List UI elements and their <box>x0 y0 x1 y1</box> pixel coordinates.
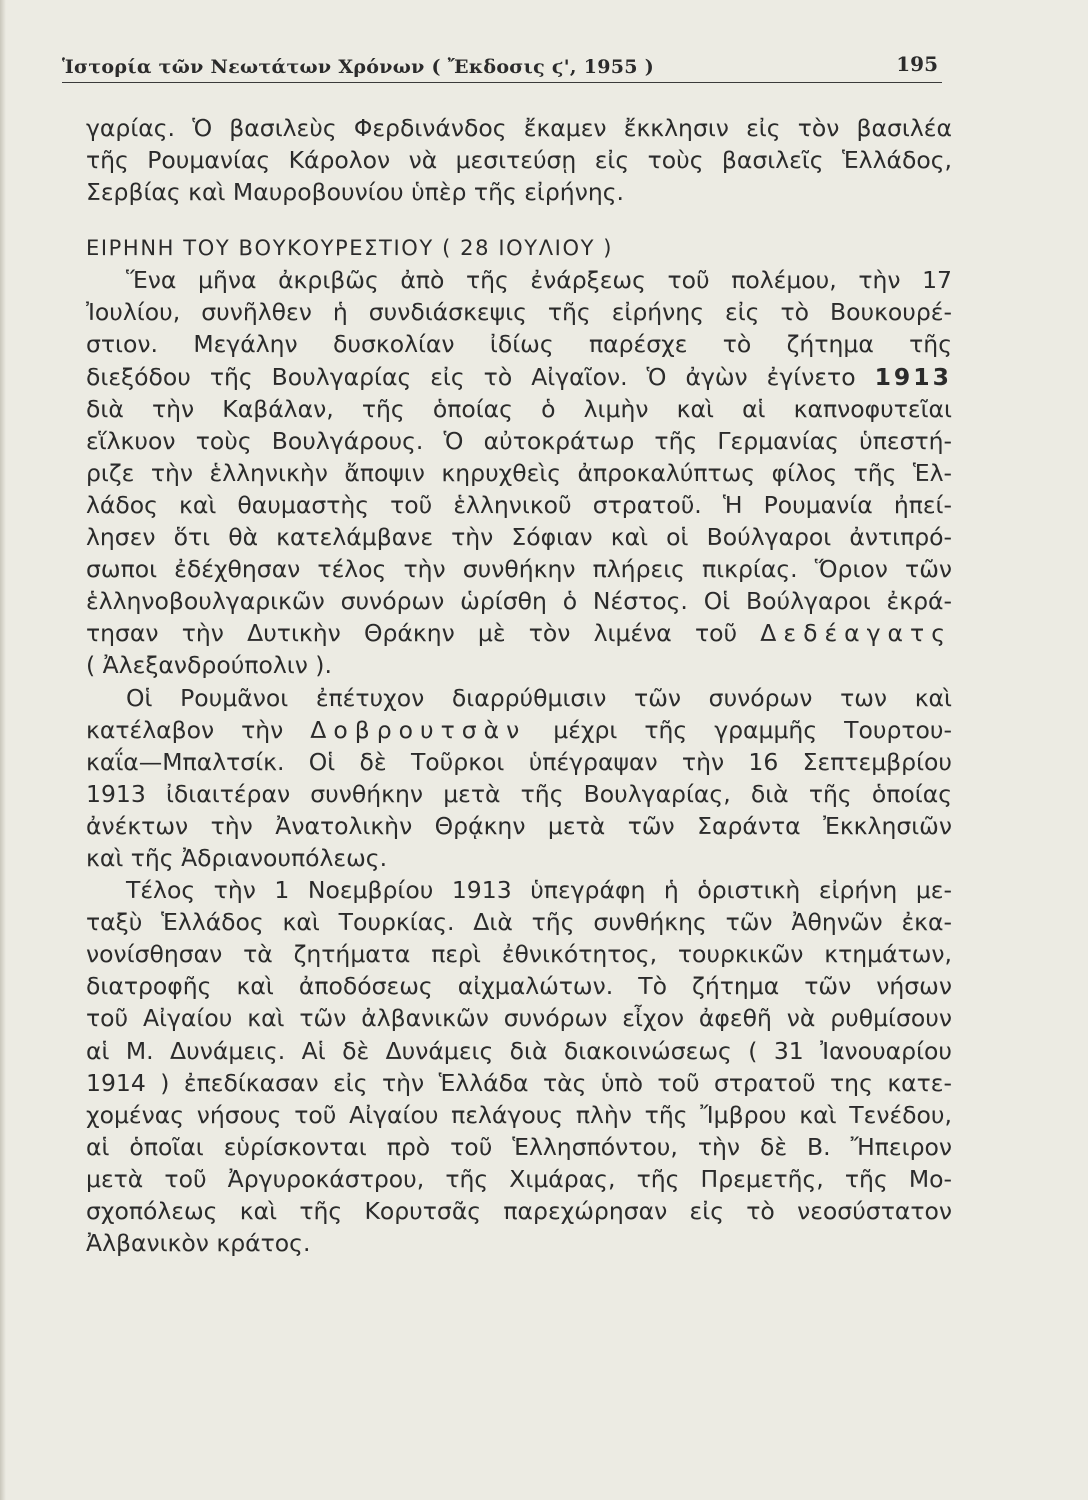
text-line: ἀνέκτων τὴν Ἀνατολικὴν Θρᾴκην μετὰ τῶν Σαράντα Ἐκκλησιῶν <box>86 811 952 840</box>
text-line: καὶ τῆς Ἀδριανουπόλεως. <box>86 843 388 872</box>
page-header <box>62 52 942 92</box>
text-line: τοῦ Αἰγαίου καὶ τῶν ἀλβανικῶν συνόρων εἶχον ἀφεθῆ νὰ ρυθμίσουν <box>86 1004 952 1033</box>
text-line: στιον. Μεγάλην δυσκολίαν ἰδίως παρέσχε τὸ ζήτημα τῆς <box>86 330 952 359</box>
text-line: λησεν ὅτι θὰ κατελάμβανε τὴν Σόφιαν καὶ οἱ Βούλγαροι ἀντιπρό- <box>86 523 952 552</box>
text-line <box>86 714 952 746</box>
page-number: 195 <box>896 52 938 76</box>
text-line: μετὰ τοῦ Ἀργυροκάστρου, τῆς Χιμάρας, τῆς Πρεμετῆς, τῆς Μο- <box>86 1164 952 1193</box>
spaced-place-name: Δοβρουτσὰν <box>310 715 527 744</box>
text-line: χομένας νήσους τοῦ Αἰγαίου πελάγους πλὴν τῆς Ἴμβρου καὶ Τενέδου, <box>86 1100 952 1129</box>
text-run: διεξόδου τῆς Βουλγαρίας εἰς τὸ Αἰγαῖον. Ὁ ἀγὼν ἐγίνετο <box>86 362 856 391</box>
text-line: καΐα—Μπαλτσίκ. Οἱ δὲ Τοῦρκοι ὑπέγραψαν τὴν 16 Σεπτεμβρίου <box>86 747 952 776</box>
paragraph-3 <box>86 682 952 875</box>
text-run: τησαν τὴν Δυτικὴν Θράκην μὲ τὸν λιμένα τοῦ <box>86 619 738 648</box>
text-line: Σερβίας καὶ Μαυροβουνίου ὑπὲρ τῆς εἰρήνης. <box>86 178 624 207</box>
text-line: ριζε τὴν ἑλληνικὴν ἄποψιν κηρυχθεὶς ἀπροκαλύπτως φίλος τῆς Ἑλ- <box>86 458 952 487</box>
text-line: εἵλκυον τοὺς Βουλγάρους. Ὁ αὐτοκράτωρ τῆς Γερμανίας ὑπεστή- <box>86 426 952 455</box>
paragraph-1 <box>86 112 952 208</box>
text-run: κατέλαβον τὴν <box>86 715 284 744</box>
text-line: τῆς Ρουμανίας Κάρολον νὰ μεσιτεύσῃ εἰς τοὺς βασιλεῖς Ἑλλάδος, <box>86 146 952 175</box>
spaced-place-name: Δεδέαγατς <box>760 619 952 648</box>
text-line: 1914 ) ἐπεδίκασαν εἰς τὴν Ἑλλάδα τὰς ὑπὸ τοῦ στρατοῦ της κατε- <box>86 1068 952 1097</box>
paragraph-2 <box>86 264 952 681</box>
text-line: Ἕνα μῆνα ἀκριβῶς ἀπὸ τῆς ἐνάρξεως τοῦ πολέμου, τὴν 17 <box>126 266 952 295</box>
margin-year: 1913 <box>874 362 952 391</box>
header-rule <box>62 82 942 83</box>
paragraph-4 <box>86 874 952 1259</box>
text-line: διατροφῆς καὶ ἀποδόσεως αἰχμαλώτων. Τὸ ζήτημα τῶν νήσων <box>86 972 952 1001</box>
text-line: αἱ ὁποῖαι εὑρίσκονται πρὸ τοῦ Ἑλλησπόντου, τὴν δὲ Β. Ἤπειρον <box>86 1132 952 1161</box>
running-title: Ἱστορία τῶν Νεωτάτων Χρόνων ( Ἔκδοσις ϛ', 1955 ) <box>62 56 654 78</box>
text-line: ἑλληνοβουλγαρικῶν συνόρων ὡρίσθη ὁ Νέστος. Οἱ Βούλγαροι ἐκρά- <box>86 587 952 616</box>
text-line <box>86 361 952 393</box>
text-line: διὰ τὴν Καβάλαν, τῆς ὁποίας ὁ λιμὴν καὶ αἱ καπνοφυτεῖαι <box>86 394 952 423</box>
text-line: λάδος καὶ θαυμαστὴς τοῦ ἑλληνικοῦ στρατοῦ. Ἡ Ρουμανία ἠπεί- <box>86 490 952 519</box>
text-line: σωποι ἐδέχθησαν τέλος τὴν συνθήκην πλήρεις πικρίας. Ὅριον τῶν <box>86 555 952 584</box>
text-line: 1913 ἰδιαιτέραν συνθήκην μετὰ τῆς Βουλγαρίας, διὰ τῆς ὁποίας <box>86 779 952 808</box>
spine-shadow <box>0 0 6 1500</box>
text-line: Τέλος τὴν 1 Νοεμβρίου 1913 ὑπεγράφη ἡ ὁριστικὴ εἰρήνη με- <box>126 876 952 905</box>
text-line: νονίσθησαν τὰ ζητήματα περὶ ἐθνικότητος, τουρκικῶν κτημάτων, <box>86 940 952 969</box>
text-line <box>86 617 952 649</box>
text-line: ( Ἀλεξανδρούπολιν ). <box>86 651 332 680</box>
text-run: μέχρι τῆς γραμμῆς Τουρτου- <box>553 715 952 744</box>
section-heading: ΕΙΡΗΝΗ ΤΟΥ ΒΟΥΚΟΥΡΕΣΤΙΟΥ ( 28 ΙΟΥΛΙΟΥ ) <box>86 236 614 261</box>
text-line: Ἀλβανικὸν κράτος. <box>86 1229 311 1258</box>
text-line: αἱ Μ. Δυνάμεις. Αἱ δὲ Δυνάμεις διὰ διακοινώσεως ( 31 Ἰανουαρίου <box>86 1036 952 1065</box>
text-line: ταξὺ Ἑλλάδος καὶ Τουρκίας. Διὰ τῆς συνθήκης τῶν Ἀθηνῶν ἐκα- <box>86 908 952 937</box>
body-text <box>86 112 952 1259</box>
text-line: Ἰουλίου, συνῆλθεν ἡ συνδιάσκεψις τῆς εἰρήνης εἰς τὸ Βουκουρέ- <box>86 298 952 327</box>
text-line: σχοπόλεως καὶ τῆς Κορυτσᾶς παρεχώρησαν εἰς τὸ νεοσύστατον <box>86 1197 952 1225</box>
text-line: Οἱ Ρουμᾶνοι ἐπέτυχον διαρρύθμισιν τῶν συνόρων των καὶ <box>126 683 952 712</box>
text-line: γαρίας. Ὁ βασιλεὺς Φερδινάνδος ἔκαμεν ἔκκλησιν εἰς τὸν βασιλέα <box>86 114 952 142</box>
